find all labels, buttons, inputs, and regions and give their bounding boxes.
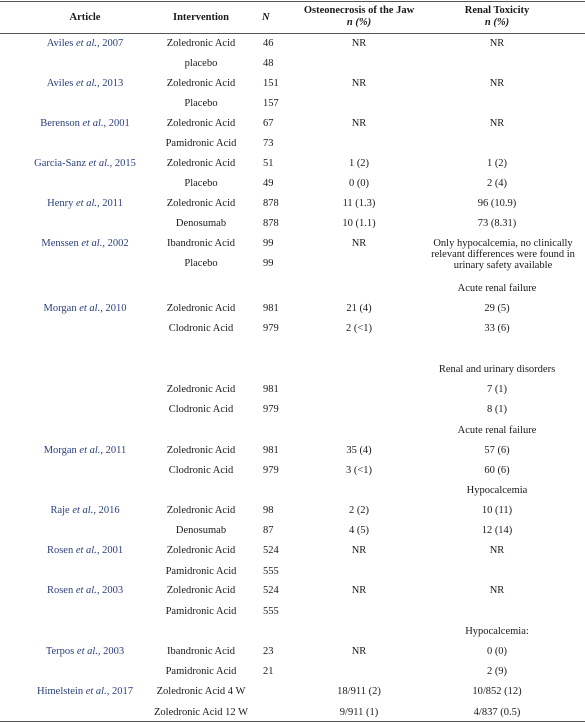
intervention-cell: Zoledronic Acid — [166, 198, 236, 209]
n-cell: 981 — [263, 445, 279, 456]
onj-cell: NR — [351, 78, 367, 89]
renal-cell: 12 (14) — [481, 525, 513, 536]
article-cell: Menssen et al., 2002 — [41, 238, 129, 249]
onj-cell: 11 (1.3) — [342, 198, 376, 209]
n-cell: 979 — [263, 465, 279, 476]
intervention-cell: Zoledronic Acid — [166, 158, 236, 169]
onj-cell: 1 (2) — [348, 158, 370, 169]
article-cell: Garcia-Sanz et al., 2015 — [34, 158, 136, 169]
n-cell: 67 — [263, 118, 274, 129]
n-cell: 21 — [263, 666, 274, 677]
intervention-cell: Zoledronic Acid — [166, 445, 236, 456]
intervention-cell: Clodronic Acid — [168, 323, 234, 334]
onj-cell: 10 (1.1) — [342, 218, 376, 229]
intervention-cell: Ibandronic Acid — [167, 646, 235, 657]
article-cell: Morgan et al., 2011 — [43, 445, 127, 456]
n-cell: 87 — [263, 525, 274, 536]
n-cell: 99 — [263, 238, 274, 249]
renal-cell: 2 (9) — [486, 666, 508, 677]
header-renal-title: Renal Toxicity — [464, 5, 530, 16]
article-cell: Berenson et al., 2001 — [40, 118, 130, 129]
n-cell: 981 — [263, 384, 279, 395]
renal-cell: 4/837 (0.5) — [473, 707, 521, 718]
onj-cell: NR — [351, 646, 367, 657]
intervention-cell: Zoledronic Acid — [166, 118, 236, 129]
onj-cell: NR — [351, 118, 367, 129]
onj-cell: NR — [351, 38, 367, 49]
subheader-hypocalcemia-2: Hypocalcemia: — [465, 626, 529, 637]
onj-cell: NR — [351, 585, 367, 596]
renal-cell: 7 (1) — [486, 384, 508, 395]
renal-cell: NR — [489, 118, 505, 129]
n-cell: 157 — [263, 98, 279, 109]
article-cell: Raje et al., 2016 — [50, 505, 120, 516]
n-cell: 99 — [263, 258, 274, 269]
n-cell: 555 — [263, 606, 279, 617]
header-onj-unit: n (%) — [346, 17, 372, 28]
article-cell: Himelstein et al., 2017 — [37, 686, 133, 697]
intervention-cell: Zoledronic Acid 12 W — [154, 707, 248, 718]
n-cell: 981 — [263, 303, 279, 314]
onj-cell: 0 (0) — [348, 178, 370, 189]
header-n: N — [262, 12, 270, 23]
header-onj — [294, 5, 424, 29]
intervention-cell: Clodronic Acid — [168, 465, 234, 476]
subheader-acute-renal-failure-2: Acute renal failure — [457, 425, 537, 436]
n-cell: 555 — [263, 566, 279, 577]
intervention-cell: Zoledronic Acid — [166, 585, 236, 596]
intervention-cell: Placebo — [184, 258, 218, 269]
header-renal — [412, 5, 582, 29]
intervention-cell: Pamidronic Acid — [165, 138, 237, 149]
intervention-cell: Placebo — [184, 98, 218, 109]
intervention-cell: Denosumab — [175, 218, 227, 229]
article-cell: Henry et al., 2011 — [47, 198, 123, 209]
n-cell: 49 — [263, 178, 274, 189]
renal-cell: 57 (6) — [484, 445, 510, 456]
renal-cell: NR — [489, 78, 505, 89]
renal-cell: NR — [489, 585, 505, 596]
article-cell: Rosen et al., 2003 — [46, 585, 124, 596]
renal-cell: 10/852 (12) — [472, 686, 522, 697]
intervention-cell: placebo — [184, 58, 218, 69]
renal-cell: 73 (8.31) — [477, 218, 517, 229]
onj-cell: 4 (5) — [348, 525, 370, 536]
onj-cell: NR — [351, 545, 367, 556]
n-cell: 73 — [263, 138, 274, 149]
header-renal-unit: n (%) — [484, 17, 510, 28]
n-cell: 98 — [263, 505, 274, 516]
table-bottom-rule — [0, 721, 585, 722]
n-cell: 23 — [263, 646, 274, 657]
article-cell: Terpos et al., 2003 — [45, 646, 125, 657]
menssen-renal-note: Only hypocalcemia, no clinically relevant differences were found in urinary safety available — [431, 238, 575, 271]
subheader-renal-urinary-disorders: Renal and urinary disorders — [438, 364, 556, 375]
article-cell: Aviles et al., 2013 — [46, 78, 124, 89]
onj-cell: NR — [351, 238, 367, 249]
header-intervention: Intervention — [173, 12, 229, 23]
intervention-cell: Zoledronic Acid — [166, 505, 236, 516]
n-cell: 48 — [263, 58, 274, 69]
n-cell: 878 — [263, 218, 279, 229]
intervention-cell: Pamidronic Acid — [165, 606, 237, 617]
intervention-cell: Denosumab — [175, 525, 227, 536]
subheader-hypocalcemia: Hypocalcemia — [466, 485, 528, 496]
subheader-acute-renal-failure: Acute renal failure — [457, 283, 537, 294]
intervention-cell: Ibandronic Acid — [167, 238, 235, 249]
onj-cell: 35 (4) — [346, 445, 372, 456]
article-cell: Morgan et al., 2010 — [43, 303, 127, 314]
onj-cell: 2 (2) — [348, 505, 370, 516]
renal-cell: 96 (10.9) — [477, 198, 517, 209]
renal-cell: 29 (5) — [484, 303, 510, 314]
n-cell: 979 — [263, 404, 279, 415]
article-cell: Rosen et al., 2001 — [46, 545, 124, 556]
onj-cell: 18/911 (2) — [337, 686, 381, 697]
renal-cell: 60 (6) — [484, 465, 510, 476]
intervention-cell: Zoledronic Acid — [166, 38, 236, 49]
intervention-cell: Pamidronic Acid — [165, 666, 237, 677]
onj-cell: 9/911 (1) — [339, 707, 379, 718]
renal-cell: NR — [489, 545, 505, 556]
renal-cell: 2 (4) — [486, 178, 508, 189]
table-top-rule — [0, 1, 585, 2]
renal-cell: 0 (0) — [486, 646, 508, 657]
onj-cell: 3 (<1) — [345, 465, 373, 476]
n-cell: 151 — [263, 78, 279, 89]
intervention-cell: Zoledronic Acid — [166, 78, 236, 89]
header-onj-title: Osteonecrosis of the Jaw — [303, 5, 415, 16]
n-cell: 878 — [263, 198, 279, 209]
onj-cell: 21 (4) — [346, 303, 372, 314]
n-cell: 979 — [263, 323, 279, 334]
renal-cell: 8 (1) — [486, 404, 508, 415]
header-article: Article — [69, 12, 101, 23]
article-cell: Aviles et al., 2007 — [46, 38, 124, 49]
renal-cell: NR — [489, 38, 505, 49]
onj-cell: 2 (<1) — [345, 323, 373, 334]
n-cell: 524 — [263, 585, 279, 596]
intervention-cell: Clodronic Acid — [168, 404, 234, 415]
renal-cell: 33 (6) — [484, 323, 510, 334]
intervention-cell: Zoledronic Acid 4 W — [156, 686, 246, 697]
n-cell: 46 — [263, 38, 274, 49]
intervention-cell: Zoledronic Acid — [166, 303, 236, 314]
intervention-cell: Zoledronic Acid — [166, 384, 236, 395]
header-bottom-rule — [0, 33, 585, 34]
renal-cell: 10 (11) — [481, 505, 513, 516]
renal-cell: 1 (2) — [486, 158, 508, 169]
intervention-cell: Zoledronic Acid — [166, 545, 236, 556]
n-cell: 524 — [263, 545, 279, 556]
intervention-cell: Placebo — [184, 178, 218, 189]
n-cell: 51 — [263, 158, 274, 169]
intervention-cell: Pamidronic Acid — [165, 566, 237, 577]
